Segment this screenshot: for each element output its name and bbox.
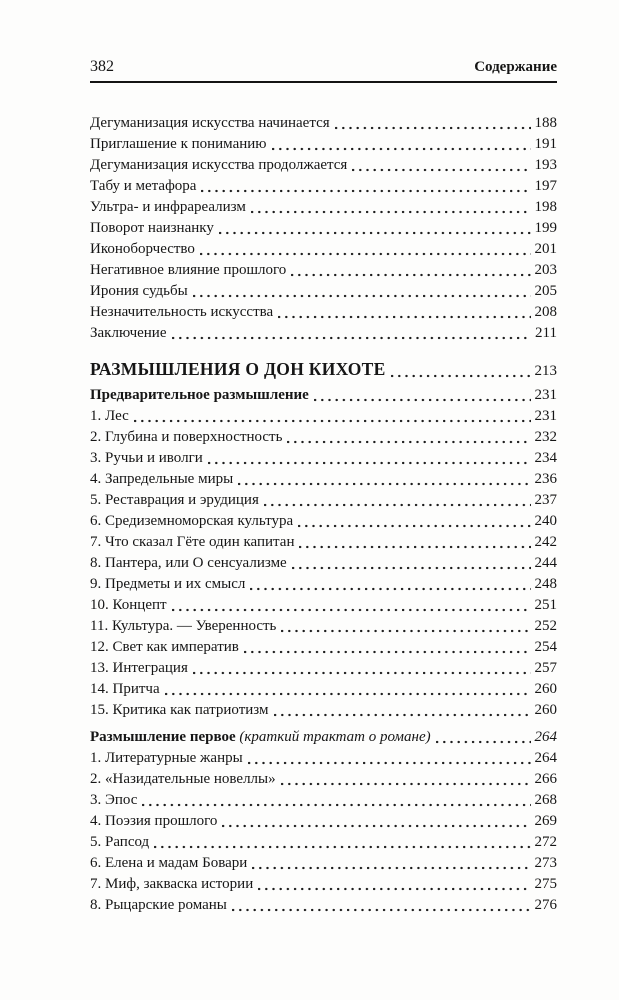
toc-entry (90, 155, 557, 176)
toc-entry (90, 832, 557, 853)
toc-entry (90, 532, 557, 553)
toc-entry (90, 874, 557, 895)
toc-entry-page: 273 (534, 855, 557, 871)
toc-entry-title: Дегуманизация искусства продолжается (90, 157, 348, 173)
toc-entry-page: 231 (534, 387, 557, 403)
toc-entry-title: 13. Интеграция (90, 660, 188, 676)
dot-leader (172, 607, 531, 613)
toc-entry-page: 268 (534, 792, 557, 808)
toc-entry-page: 275 (534, 876, 557, 892)
toc-entry-page: 242 (534, 534, 557, 550)
toc-entry-page: 211 (535, 325, 557, 341)
toc-entry-page: 236 (534, 471, 557, 487)
toc-entry-title: 8. Пантера, или О сенсуализме (90, 555, 287, 571)
toc-entry-title: Поворот наизнанку (90, 220, 214, 236)
dot-leader (222, 823, 530, 829)
header-title: Содержание (474, 59, 557, 75)
dot-leader (250, 586, 530, 592)
toc-entry-page: 188 (534, 115, 557, 131)
toc-entry-title: Дегуманизация искусства начинается (90, 115, 330, 131)
toc-entry-title: 11. Культура. — Уверенность (90, 618, 277, 634)
dot-leader (281, 781, 531, 787)
toc-entry-title: 7. Что сказал Гёте один капитан (90, 534, 295, 550)
toc-entry-page: 266 (534, 771, 557, 787)
toc-entry-title: Предварительное размышление (90, 387, 309, 403)
toc-entry (90, 176, 557, 197)
toc-entry-page: 272 (534, 834, 557, 850)
toc-entry (90, 637, 557, 658)
dot-leader (278, 314, 530, 320)
toc-entry-title: 8. Рыцарские романы (90, 897, 227, 913)
toc-entry (90, 239, 557, 260)
toc-entry-page: 248 (534, 576, 557, 592)
toc-entry-title: 10. Концепт (90, 597, 167, 613)
toc-entry-page: 244 (534, 555, 557, 571)
toc-entry (90, 113, 557, 134)
toc-entry (90, 895, 557, 916)
toc-entry-title: Ирония судьбы (90, 283, 188, 299)
dot-leader (314, 397, 531, 403)
toc-entry-page: 237 (534, 492, 557, 508)
toc-entry-title: 4. Запредельные миры (90, 471, 234, 487)
toc-entry (90, 134, 557, 155)
toc-entry (90, 700, 557, 721)
dot-leader (287, 439, 530, 445)
dot-leader (391, 373, 531, 379)
dot-leader (232, 907, 531, 913)
toc-entry (90, 679, 557, 700)
toc-entry-page: 252 (534, 618, 557, 634)
toc-entry (90, 616, 557, 637)
dot-leader (258, 886, 530, 892)
toc-entry (90, 260, 557, 281)
dot-leader (281, 628, 530, 634)
toc-entry (90, 218, 557, 239)
toc-entry-title: 9. Предметы и их смысл (90, 576, 246, 592)
toc-entry-page: 251 (534, 597, 557, 613)
toc-entry (90, 427, 557, 448)
toc-entry-page: 276 (534, 897, 557, 913)
toc-entry-page: 269 (534, 813, 557, 829)
toc-entry-title: 3. Эпос (90, 792, 138, 808)
dot-leader (208, 460, 531, 466)
page-header (90, 58, 557, 76)
toc-entry (90, 323, 557, 344)
toc-entry-title: 4. Поэзия прошлого (90, 813, 218, 829)
toc-entry (90, 574, 557, 595)
toc-entry-title: 2. Глубина и поверхностность (90, 429, 283, 445)
toc-entry-title: РАЗМЫШЛЕНИЯ О ДОН КИХОТЕ (90, 359, 386, 379)
toc-entry-title: Негативное влияние прошлого (90, 262, 287, 278)
toc-entry-page: 260 (534, 681, 557, 697)
dot-leader (272, 146, 531, 152)
dot-leader (252, 865, 530, 871)
dot-leader (193, 293, 531, 299)
toc-entry (90, 595, 557, 616)
toc-entry (90, 469, 557, 490)
toc-entry-title: Размышление первое (краткий трактат о романе) (90, 729, 431, 745)
dot-leader (298, 523, 530, 529)
toc-entry-page: 199 (534, 220, 557, 236)
toc-entry (90, 658, 557, 679)
toc-entry (90, 853, 557, 874)
dot-leader (201, 188, 530, 194)
dot-leader (299, 544, 530, 550)
dot-leader (264, 502, 531, 508)
dot-leader (244, 649, 531, 655)
table-of-contents (90, 113, 557, 916)
dot-leader (142, 802, 530, 808)
toc-entry-page: 201 (534, 241, 557, 257)
toc-entry-page: 232 (534, 429, 557, 445)
dot-leader (200, 251, 531, 257)
toc-entry (90, 197, 557, 218)
toc-entry (90, 511, 557, 532)
toc-entry-title: 12. Свет как императив (90, 639, 239, 655)
dot-leader (274, 712, 531, 718)
dot-leader (291, 272, 530, 278)
page-number: 382 (90, 58, 114, 75)
toc-entry-title: Приглашение к пониманию (90, 136, 267, 152)
toc-entry-page: 231 (534, 408, 557, 424)
toc-entry-title: 6. Средиземноморская культура (90, 513, 294, 529)
toc-entry-page: 208 (534, 304, 557, 320)
toc-entry (90, 811, 557, 832)
toc-entry-page: 264 (534, 750, 557, 766)
dot-leader (436, 739, 531, 745)
toc-entry (90, 406, 557, 427)
dot-leader (134, 418, 531, 424)
toc-entry-title: Незначительность искусства (90, 304, 274, 320)
toc-entry-subtitle: (краткий трактат о романе) (235, 729, 431, 745)
toc-entry-page: 191 (534, 136, 557, 152)
toc-entry-page: 240 (534, 513, 557, 529)
toc-entry-title: 3. Ручьи и иволги (90, 450, 203, 466)
toc-entry-title: 2. «Назидательные новеллы» (90, 771, 276, 787)
toc-entry-title: 7. Миф, закваска истории (90, 876, 254, 892)
toc-entry-title: 14. Притча (90, 681, 160, 697)
dot-leader (219, 230, 531, 236)
toc-entry-title: 6. Елена и мадам Бовари (90, 855, 248, 871)
toc-section-heading (90, 385, 557, 406)
toc-entry (90, 448, 557, 469)
toc-entry-page: 257 (534, 660, 557, 676)
dot-leader (251, 209, 531, 215)
toc-entry-page: 203 (534, 262, 557, 278)
dot-leader (193, 670, 531, 676)
toc-entry-page: 234 (534, 450, 557, 466)
dot-leader (172, 335, 532, 341)
dot-leader (335, 125, 531, 131)
header-rule (90, 81, 557, 83)
dot-leader (292, 565, 531, 571)
dot-leader (248, 760, 531, 766)
toc-entry-page: 197 (534, 178, 557, 194)
toc-entry-title: Заключение (90, 325, 167, 341)
toc-entry-page: 198 (534, 199, 557, 215)
toc-entry-title: 1. Лес (90, 408, 129, 424)
toc-entry (90, 490, 557, 511)
toc-entry-title: Ультра- и инфрареализм (90, 199, 246, 215)
dot-leader (165, 691, 531, 697)
toc-entry-page: 205 (534, 283, 557, 299)
toc-entry (90, 769, 557, 790)
toc-entry-title: 5. Реставрация и эрудиция (90, 492, 259, 508)
toc-entry-title: 1. Литературные жанры (90, 750, 243, 766)
dot-leader (238, 481, 530, 487)
toc-entry-page: 260 (534, 702, 557, 718)
toc-entry-page: 264 (534, 729, 557, 745)
dot-leader (154, 844, 530, 850)
dot-leader (352, 167, 530, 173)
toc-entry (90, 281, 557, 302)
toc-entry-title: Табу и метафора (90, 178, 197, 194)
toc-section-heading (90, 727, 557, 748)
toc-entry (90, 748, 557, 769)
toc-entry-title: Иконоборчество (90, 241, 195, 257)
toc-entry-page: 213 (534, 363, 557, 379)
toc-entry-title: 15. Критика как патриотизм (90, 702, 269, 718)
toc-entry-page: 254 (534, 639, 557, 655)
toc-entry-page: 193 (534, 157, 557, 173)
toc-entry (90, 790, 557, 811)
toc-entry (90, 553, 557, 574)
toc-entry (90, 302, 557, 323)
toc-chapter-heading (90, 359, 557, 382)
toc-entry-title: 5. Рапсод (90, 834, 150, 850)
